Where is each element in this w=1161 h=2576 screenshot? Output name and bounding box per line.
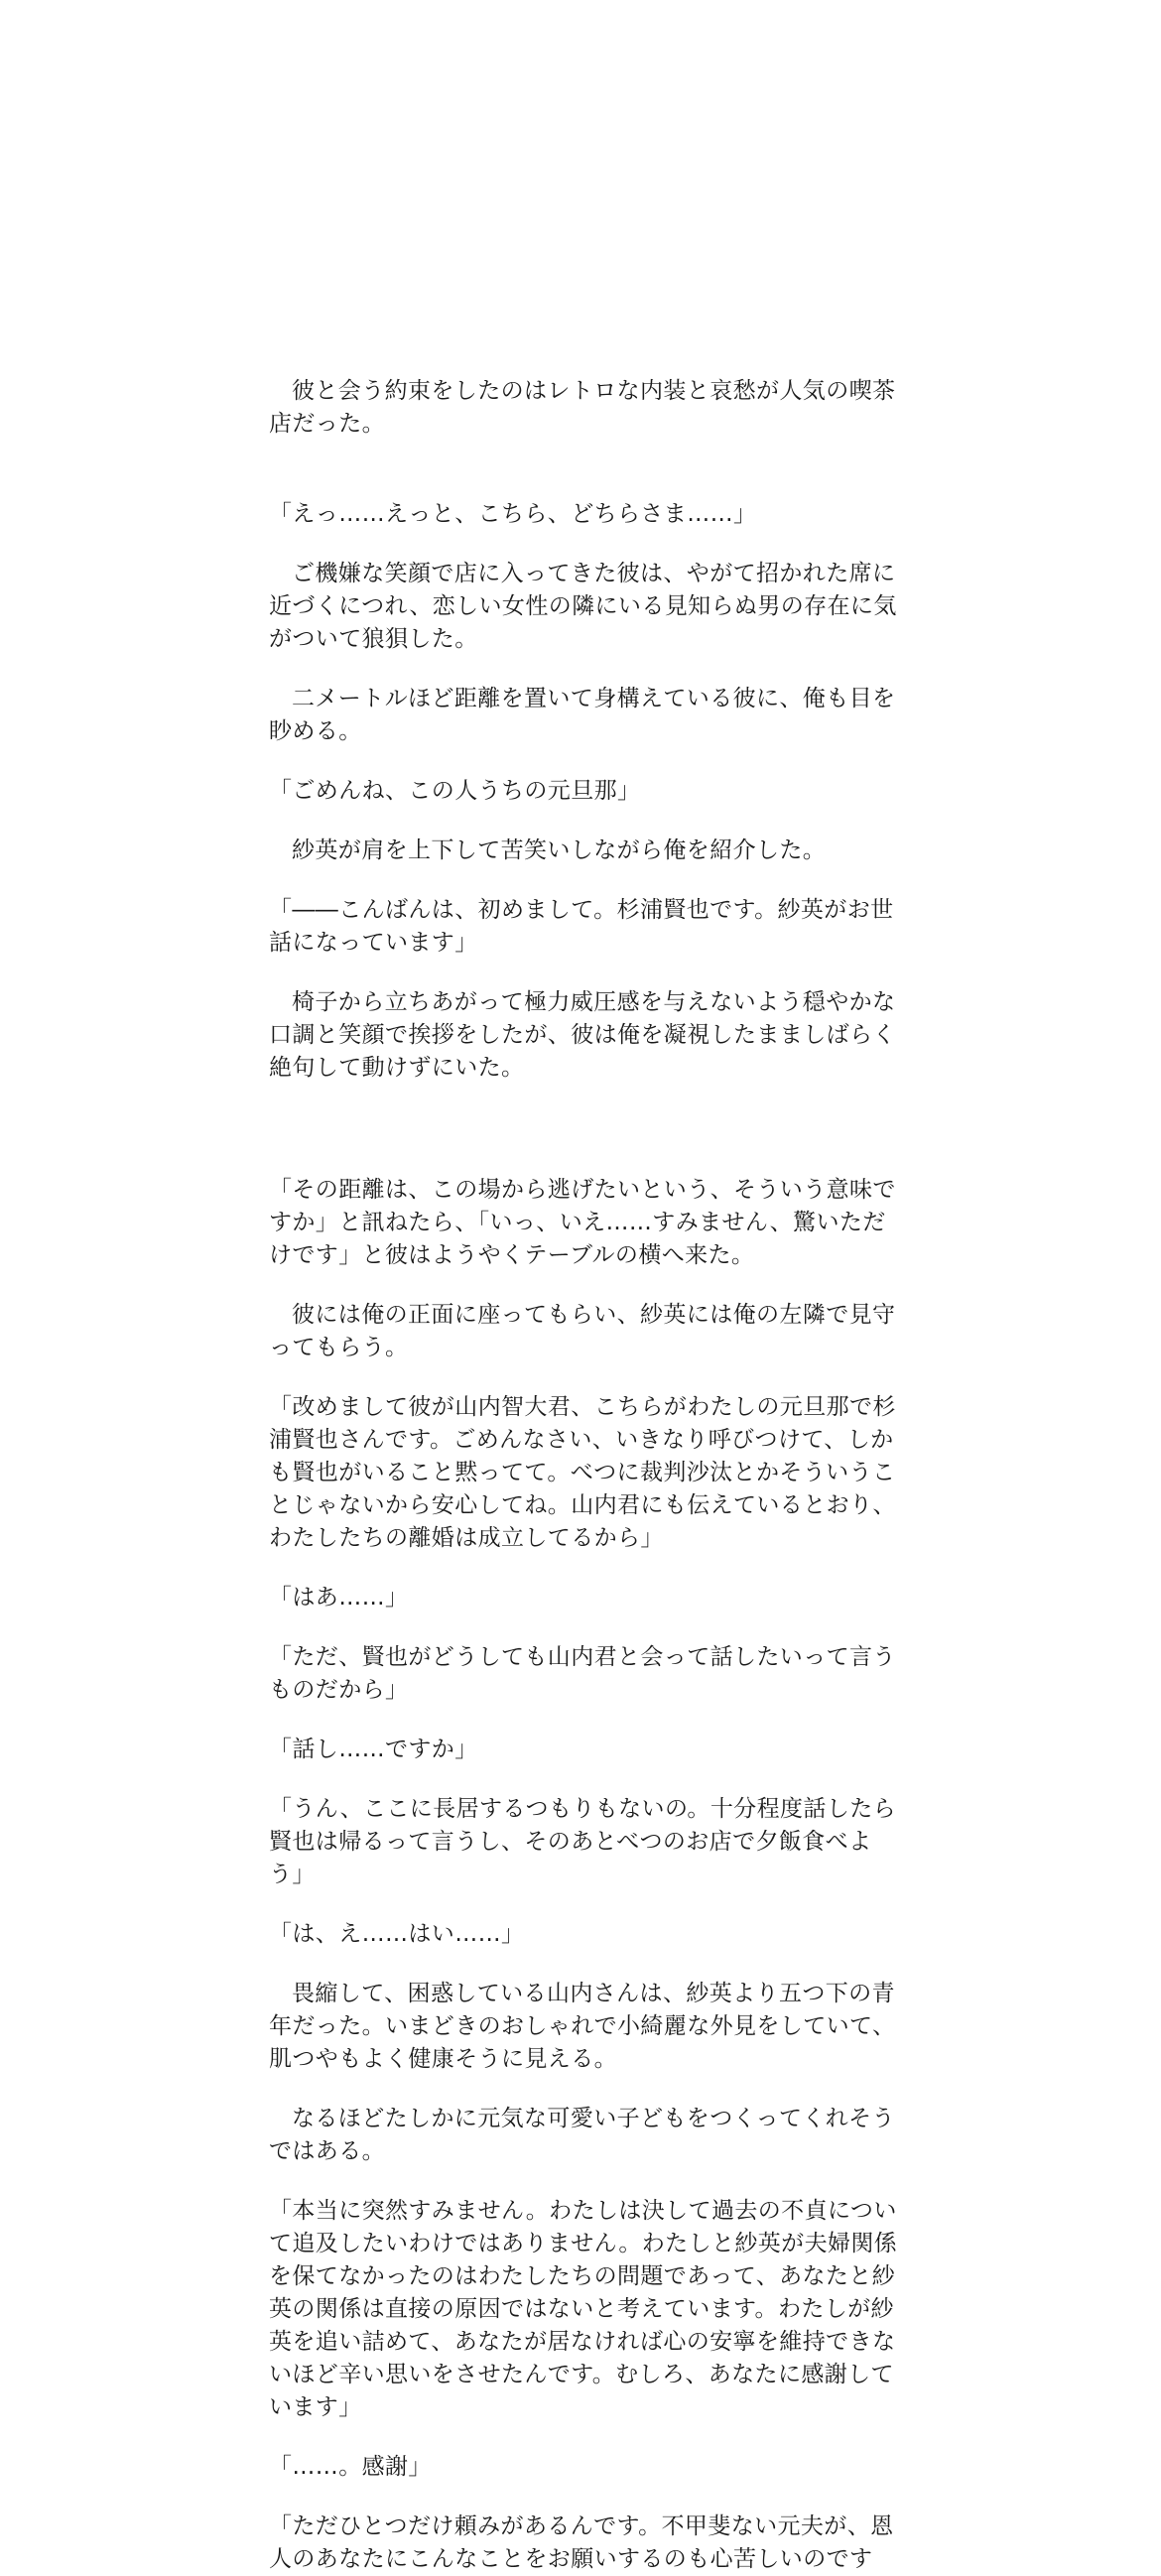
narration-paragraph: 畏縮して、困惑している山内さんは、紗英より五つ下の青年だった。いまどきのおしゃれで小綺麗な外見をしていて、肌つやもよく健康そうに見える。 xyxy=(269,1981,896,2072)
narration-paragraph: なるほどたしかに元気な可愛い子どもをつくってくれそうではある。 xyxy=(269,2106,895,2164)
narration-paragraph: 彼と会う約束をしたのはレトロな内装と哀愁が人気の喫茶店だった。 xyxy=(269,378,896,437)
narration-paragraph: 椅子から立ちあがって極力威圧感を与えないよう穏やかな口調と笑顔で挨拶をしたが、彼は俺を凝視したまましばらく絶句して動けずにいた。 xyxy=(269,989,896,1081)
dialogue-paragraph: 「――こんばんは、初めまして。杉浦賢也です。紗英がお世話になっています」 xyxy=(269,897,894,956)
dialogue-paragraph: 「ごめんね、この人うちの元旦那」 xyxy=(269,778,641,804)
narration-paragraph: ご機嫌な笑顔で店に入ってきた彼は、やがて招かれた席に近づくにつれ、恋しい女性の隣にいる見知らぬ男の存在に気がついて狼狽した。 xyxy=(269,561,897,652)
dialogue-paragraph: 「うん、ここに長居するつもりもないの。十分程度話したら賢也は帰るって言うし、そのあとべつのお店で夕飯食べよう」 xyxy=(269,1796,897,1887)
dialogue-paragraph: 「えっ……えっと、こちら、どちらさま……」 xyxy=(269,501,757,527)
dialogue-paragraph: 「話し……ですか」 xyxy=(269,1737,478,1762)
dialogue-paragraph: 「本当に突然すみません。わたしは決して過去の不貞について追及したいわけではありません。わたしと紗英が夫婦関係を保てなかったのはわたしたちの問題であって、あなたと紗英の関係は直接の原因ではないと考えています。わたしが紗英を追い詰めて、あなたが居なければ心の安寧を維持できないほど辛い思いをさせたんです。むしろ、あなたに感謝しています」 xyxy=(269,2198,898,2420)
narration-paragraph: 二メートルほど距離を置いて身構えている彼に、俺も目を眇める。 xyxy=(269,686,896,744)
dialogue-paragraph: 「その距離は、この場から逃げたいという、そういう意味ですか」と訊ねたら、「いっ、いえ……すみません、驚いただけです」と彼はようやくテーブルの横へ来た。 xyxy=(269,1177,896,1268)
dialogue-paragraph: 「ただひとつだけ頼みがあるんです。不甲斐ない元夫が、恩人のあなたにこんなことをお願いするのも心苦しいのです xyxy=(269,2513,894,2572)
dialogue-paragraph: 「ただ、賢也がどうしても山内君と会って話したいって言うものだから」 xyxy=(269,1644,896,1703)
dialogue-paragraph: 「は、え……はい……」 xyxy=(269,1921,525,1947)
narration-paragraph: 紗英が肩を上下して苦笑いしながら俺を紹介した。 xyxy=(292,837,827,863)
dialogue-paragraph: 「改めまして彼が山内智大君、こちらがわたしの元旦那で杉浦賢也さんです。ごめんなさい、いきなり呼びつけて、しかも賢也がいること黙ってて。べつに裁判沙汰とかそういうことじゃないから安心してね。山内君にも伝えているとおり、わたしたちの離婚は成立してるから」 xyxy=(269,1394,896,1551)
narration-paragraph: 彼には俺の正面に座ってもらい、紗英には俺の左隣で見守ってもらう。 xyxy=(269,1302,896,1360)
story-text xyxy=(269,375,900,2576)
dialogue-paragraph: 「……。感謝」 xyxy=(269,2454,432,2480)
dialogue-paragraph: 「はあ……」 xyxy=(269,1585,409,1610)
